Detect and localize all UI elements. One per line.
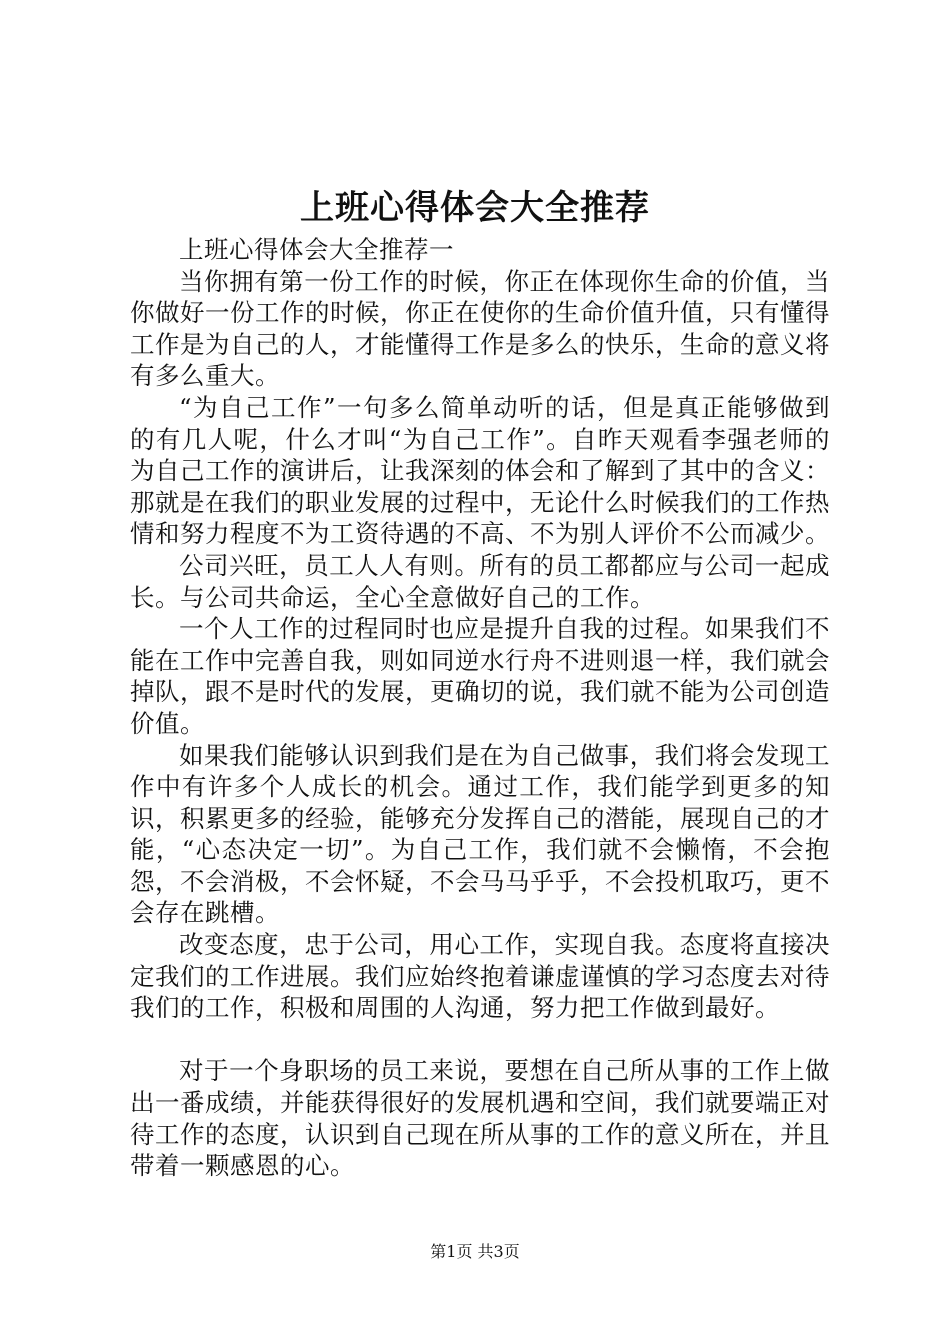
paragraph: 对于一个身职场的员工来说，要想在自己所从事的工作上做出一番成绩，并能获得很好的发展机遇和空间，我们就要端正对待工作的态度，认识到自己现在所从事的工作的意义所在，并且带着一颗感恩的心。 [130, 1056, 830, 1181]
paragraph: 改变态度，忠于公司，用心工作，实现自我。态度将直接决定我们的工作进展。我们应始终抱着谦虚谨慎的学习态度去对待我们的工作，积极和周围的人沟通，努力把工作做到最好。 [130, 930, 830, 1023]
paragraph: 当你拥有第一份工作的时候，你正在体现你生命的价值，当你做好一份工作的时候，你正在使你的生命价值升值，只有懂得工作是为自己的人，才能懂得工作是多么的快乐，生命的意义将有多么重大。 [130, 266, 830, 391]
paragraph-spacer [130, 1024, 830, 1056]
page-number-footer: 第1页 共3页 [430, 1242, 520, 1261]
section-heading: 上班心得体会大全推荐一 [179, 235, 454, 264]
paragraph: 如果我们能够认识到我们是在为自己做事，我们将会发现工作中有许多个人成长的机会。通过工作，我们能学到更多的知识，积累更多的经验，能够充分发挥自己的潜能，展现自己的才能，“心态决定一切”。为自己工作，我们就不会懒惰，不会抱怨，不会消极，不会怀疑，不会马马乎乎，不会投机取巧，更不会存在跳槽。 [130, 740, 830, 928]
paragraph: 公司兴旺，员工人人有则。所有的员工都都应与公司一起成长。与公司共命运，全心全意做好自己的工作。 [130, 550, 830, 612]
paragraph: 一个人工作的过程同时也应是提升自我的过程。如果我们不能在工作中完善自我，则如同逆水行舟不进则退一样，我们就会掉队，跟不是时代的发展，更确切的说，我们就不能为公司创造价值。 [130, 614, 830, 738]
paragraph: “为自己工作”一句多么简单动听的话，但是真正能够做到的有几人呢，什么才叫“为自己工作”。自昨天观看李强老师的为自己工作的演讲后，让我深刻的体会和了解到了其中的含义：那就是在我们的职业发展的过程中，无论什么时候我们的工作热情和努力程度不为工资待遇的不高、不为别人评价不公而减少。 [130, 392, 830, 549]
document-title: 上班心得体会大全推荐 [300, 188, 650, 228]
document-body [130, 234, 830, 1182]
